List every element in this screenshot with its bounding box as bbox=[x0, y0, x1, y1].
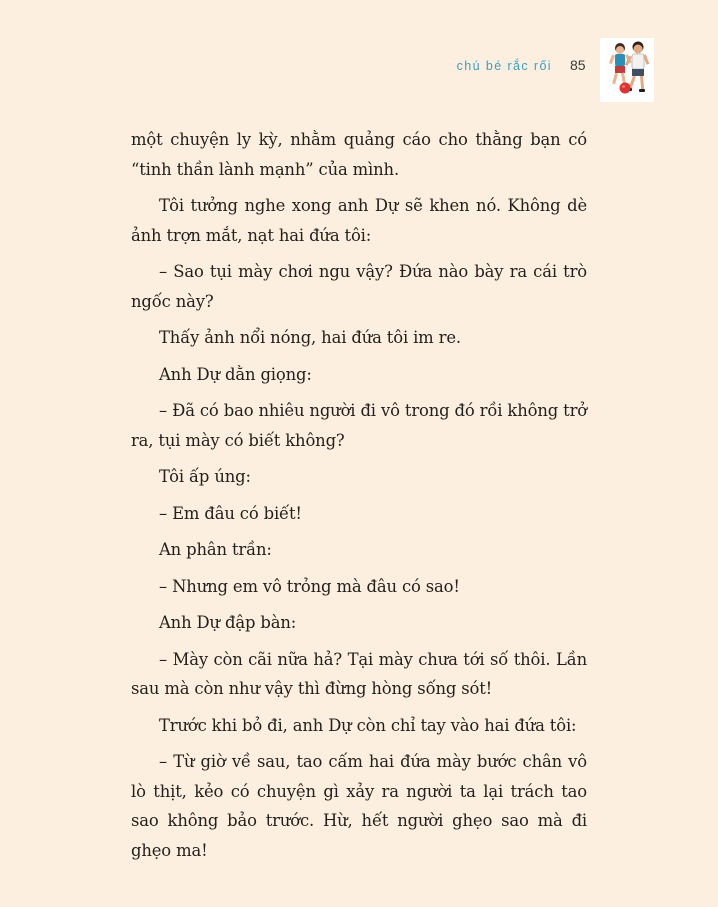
paragraph: Tôi tưởng nghe xong anh Dự sẽ khen nó. Không dè ảnh trợn mắt, nạt hai đứa tôi: bbox=[131, 196, 587, 245]
page-number: 85 bbox=[570, 57, 586, 73]
paragraph: một chuyện ly kỳ, nhằm quảng cáo cho thằng bạn có “tinh thần lành mạnh” của mình. bbox=[131, 130, 587, 179]
paragraph: – Sao tụi mày chơi ngu vậy? Đứa nào bày ra cái trò ngốc này? bbox=[131, 262, 587, 311]
page-header bbox=[0, 0, 718, 110]
paragraph: – Từ giờ về sau, tao cấm hai đứa mày bước chân vô lò thịt, kẻo có chuyện gì xảy ra người ta lại trách tao sao không bảo trước. Hừ, hết người ghẹo sao mà đi ghẹo ma! bbox=[131, 752, 587, 860]
paragraph: Trước khi bỏ đi, anh Dự còn chỉ tay vào hai đứa tôi: bbox=[159, 715, 577, 735]
running-title: chú bé rắc rối bbox=[456, 59, 552, 73]
paragraph: Anh Dự đập bàn: bbox=[159, 613, 297, 632]
paragraph: Anh Dự dằn giọng: bbox=[159, 364, 312, 384]
paragraph: – Nhưng em vô trỏng mà đâu có sao! bbox=[159, 576, 460, 596]
paragraph: An phân trần: bbox=[159, 540, 272, 559]
paragraph: – Em đâu có biết! bbox=[159, 503, 302, 523]
paragraph: – Mày còn cãi nữa hả? Tại mày chưa tới số thôi. Lần sau mà còn như vậy thì đừng hòng sống sót! bbox=[131, 649, 587, 698]
two-boys-playing-ball-icon bbox=[600, 38, 654, 102]
body-text bbox=[131, 125, 587, 872]
paragraph: Tôi ấp úng: bbox=[159, 467, 251, 486]
paragraph: – Đã có bao nhiêu người đi vô trong đó rồi không trở ra, tụi mày có biết không? bbox=[131, 401, 587, 450]
paragraph: Thấy ảnh nổi nóng, hai đứa tôi im re. bbox=[159, 328, 461, 347]
